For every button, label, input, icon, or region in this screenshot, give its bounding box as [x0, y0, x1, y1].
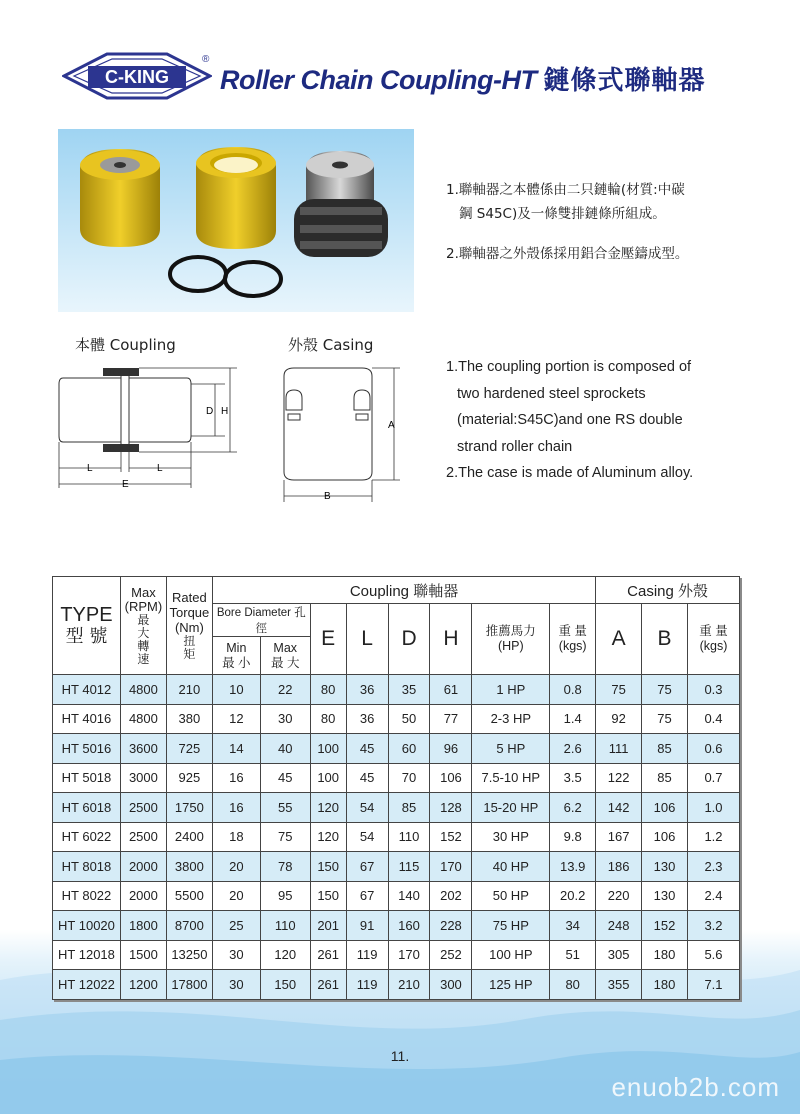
- title-en: Roller Chain Coupling-HT: [220, 65, 537, 95]
- col-bore: Bore Diameter 孔徑: [212, 604, 310, 637]
- table-row: [53, 704, 740, 734]
- notes-english: [446, 354, 693, 487]
- svg-text:C-KING: C-KING: [105, 67, 169, 87]
- table-cell: 2000: [120, 881, 166, 911]
- table-cell: 170: [388, 940, 430, 970]
- table-cell: 1.0: [687, 793, 739, 823]
- table-cell: 77: [430, 704, 472, 734]
- svg-text:L: L: [157, 463, 163, 474]
- table-cell: 152: [642, 911, 688, 941]
- table-cell: 20: [212, 881, 260, 911]
- table-cell: 34: [550, 911, 596, 941]
- table-cell: 54: [346, 793, 388, 823]
- table-cell: 180: [642, 970, 688, 1000]
- table-cell: 142: [596, 793, 642, 823]
- col-max: Max 最 大: [260, 637, 310, 675]
- table-cell: 0.7: [687, 763, 739, 793]
- table-cell: 1750: [166, 793, 212, 823]
- svg-text:A: A: [388, 420, 395, 431]
- table-cell: 14: [212, 734, 260, 764]
- table-cell: 2.4: [687, 881, 739, 911]
- table-cell: 2.6: [550, 734, 596, 764]
- table-cell: 2-3 HP: [472, 704, 550, 734]
- table-cell: HT 8022: [53, 881, 121, 911]
- col-E: E: [310, 604, 346, 675]
- svg-text:®: ®: [202, 54, 210, 65]
- col-A: A: [596, 604, 642, 675]
- table-cell: 16: [212, 763, 260, 793]
- table-cell: 125 HP: [472, 970, 550, 1000]
- table-cell: 119: [346, 970, 388, 1000]
- table-cell: 220: [596, 881, 642, 911]
- table-cell: 0.3: [687, 675, 739, 705]
- table-cell: 128: [430, 793, 472, 823]
- table-cell: 30: [260, 704, 310, 734]
- table-cell: 3600: [120, 734, 166, 764]
- table-cell: 140: [388, 881, 430, 911]
- casing-diagram: [268, 362, 408, 512]
- table-cell: 5500: [166, 881, 212, 911]
- svg-text:L: L: [87, 463, 93, 474]
- table-cell: 10: [212, 675, 260, 705]
- col-weight: 重 量 (kgs): [550, 604, 596, 675]
- table-cell: 210: [388, 970, 430, 1000]
- table-cell: HT 12022: [53, 970, 121, 1000]
- table-cell: 0.8: [550, 675, 596, 705]
- table-cell: 50: [388, 704, 430, 734]
- col-hp: 推薦馬力 (HP): [472, 604, 550, 675]
- table-cell: 5.6: [687, 940, 739, 970]
- table-cell: 25: [212, 911, 260, 941]
- table-cell: 150: [310, 881, 346, 911]
- table-row: [53, 911, 740, 941]
- table-cell: 5 HP: [472, 734, 550, 764]
- table-cell: 120: [310, 822, 346, 852]
- table-cell: HT 6022: [53, 822, 121, 852]
- svg-text:D: D: [206, 406, 214, 417]
- table-cell: 130: [642, 852, 688, 882]
- table-cell: 55: [260, 793, 310, 823]
- table-row: [53, 852, 740, 882]
- table-cell: 4800: [120, 675, 166, 705]
- table-cell: 60: [388, 734, 430, 764]
- table-cell: 201: [310, 911, 346, 941]
- table-cell: 380: [166, 704, 212, 734]
- table-cell: 305: [596, 940, 642, 970]
- casing-label: 外殼 Casing: [288, 336, 374, 354]
- table-cell: 30 HP: [472, 822, 550, 852]
- table-cell: 248: [596, 911, 642, 941]
- table-cell: 122: [596, 763, 642, 793]
- table-cell: 100 HP: [472, 940, 550, 970]
- table-cell: 100: [310, 763, 346, 793]
- table-cell: 1500: [120, 940, 166, 970]
- title-cn: 鏈條式聯軸器: [543, 66, 706, 96]
- table-cell: 30: [212, 970, 260, 1000]
- table-cell: 85: [388, 793, 430, 823]
- table-cell: 170: [430, 852, 472, 882]
- table-cell: 111: [596, 734, 642, 764]
- table-cell: 85: [642, 763, 688, 793]
- table-cell: 40: [260, 734, 310, 764]
- table-cell: 6.2: [550, 793, 596, 823]
- table-cell: 3.5: [550, 763, 596, 793]
- table-cell: HT 12018: [53, 940, 121, 970]
- table-cell: 16: [212, 793, 260, 823]
- table-cell: 22: [260, 675, 310, 705]
- table-cell: 252: [430, 940, 472, 970]
- notes-chinese: [446, 178, 688, 282]
- table-cell: 45: [346, 763, 388, 793]
- table-cell: 228: [430, 911, 472, 941]
- table-cell: 106: [642, 822, 688, 852]
- table-cell: 150: [260, 970, 310, 1000]
- table-cell: 75: [642, 704, 688, 734]
- table-cell: 80: [310, 675, 346, 705]
- note-cn-1b: 鋼 S45C)及一條雙排鏈條所組成。: [459, 206, 666, 222]
- note-en-3: (material:S45C)and one RS double: [457, 412, 683, 428]
- col-coupling: Coupling 聯軸器: [212, 577, 595, 604]
- table-cell: 2.3: [687, 852, 739, 882]
- table-cell: 1200: [120, 970, 166, 1000]
- table-cell: 110: [260, 911, 310, 941]
- table-cell: 36: [346, 704, 388, 734]
- table-cell: 96: [430, 734, 472, 764]
- table-cell: 355: [596, 970, 642, 1000]
- table-cell: 120: [310, 793, 346, 823]
- table-cell: 210: [166, 675, 212, 705]
- table-cell: 67: [346, 852, 388, 882]
- table-cell: HT 6018: [53, 793, 121, 823]
- note-cn-1a: 1.聯軸器之本體係由二只鏈輪(材質:中碳: [446, 182, 685, 198]
- table-cell: 30: [212, 940, 260, 970]
- note-en-1: 1.The coupling portion is composed of: [446, 359, 692, 375]
- table-cell: HT 5018: [53, 763, 121, 793]
- table-cell: 1.4: [550, 704, 596, 734]
- table-cell: HT 4016: [53, 704, 121, 734]
- table-cell: 130: [642, 881, 688, 911]
- table-row: [53, 734, 740, 764]
- col-rated-torque: Rated Torque (Nm) 扭 矩: [166, 577, 212, 675]
- table-cell: 80: [310, 704, 346, 734]
- table-cell: 150: [310, 852, 346, 882]
- table-cell: 95: [260, 881, 310, 911]
- table-cell: 2400: [166, 822, 212, 852]
- table-cell: 75: [596, 675, 642, 705]
- table-cell: 3000: [120, 763, 166, 793]
- product-photo: [58, 129, 414, 312]
- table-cell: 36: [346, 675, 388, 705]
- col-min: Min 最 小: [212, 637, 260, 675]
- note-cn-2: 2.聯軸器之外殼係採用鋁合金壓鑄成型。: [446, 246, 689, 262]
- col-L: L: [346, 604, 388, 675]
- table-cell: 13.9: [550, 852, 596, 882]
- table-cell: 106: [430, 763, 472, 793]
- note-en-5: 2.The case is made of Aluminum alloy.: [446, 465, 694, 481]
- table-cell: 67: [346, 881, 388, 911]
- page-title: [220, 60, 706, 97]
- table-cell: 75 HP: [472, 911, 550, 941]
- table-cell: 20.2: [550, 881, 596, 911]
- note-en-4: strand roller chain: [457, 438, 573, 455]
- col-weight-casing: 重 量 (kgs): [687, 604, 739, 675]
- table-row: [53, 822, 740, 852]
- table-cell: 0.4: [687, 704, 739, 734]
- table-cell: HT 8018: [53, 852, 121, 882]
- table-cell: 45: [346, 734, 388, 764]
- table-row: [53, 881, 740, 911]
- table-cell: HT 5016: [53, 734, 121, 764]
- table-cell: 725: [166, 734, 212, 764]
- table-cell: 50 HP: [472, 881, 550, 911]
- table-cell: 2500: [120, 793, 166, 823]
- table-cell: 92: [596, 704, 642, 734]
- table-cell: 1.2: [687, 822, 739, 852]
- table-cell: 925: [166, 763, 212, 793]
- table-row: [53, 793, 740, 823]
- table-cell: 1800: [120, 911, 166, 941]
- table-cell: 78: [260, 852, 310, 882]
- table-cell: 202: [430, 881, 472, 911]
- table-cell: 85: [642, 734, 688, 764]
- table-cell: 75: [642, 675, 688, 705]
- table-cell: HT 4012: [53, 675, 121, 705]
- table-cell: 0.6: [687, 734, 739, 764]
- table-cell: 80: [550, 970, 596, 1000]
- watermark: enuob2b.com: [611, 1072, 780, 1102]
- table-cell: 167: [596, 822, 642, 852]
- coupling-label: 本體 Coupling: [75, 336, 176, 354]
- spec-table-body: [53, 675, 740, 1000]
- table-cell: 110: [388, 822, 430, 852]
- table-cell: 70: [388, 763, 430, 793]
- col-H: H: [430, 604, 472, 675]
- note-en-2: two hardened steel sprockets: [457, 385, 646, 402]
- col-B: B: [642, 604, 688, 675]
- table-row: [53, 940, 740, 970]
- table-cell: 186: [596, 852, 642, 882]
- table-cell: 40 HP: [472, 852, 550, 882]
- table-cell: 15-20 HP: [472, 793, 550, 823]
- table-cell: 18: [212, 822, 260, 852]
- table-row: [53, 970, 740, 1000]
- table-cell: 100: [310, 734, 346, 764]
- table-cell: 160: [388, 911, 430, 941]
- table-cell: 13250: [166, 940, 212, 970]
- table-cell: HT 10020: [53, 911, 121, 941]
- table-cell: 17800: [166, 970, 212, 1000]
- table-cell: 8700: [166, 911, 212, 941]
- col-D: D: [388, 604, 430, 675]
- coupling-diagram: [55, 360, 245, 495]
- svg-text:E: E: [122, 479, 129, 490]
- col-type: TYPE 型 號: [53, 577, 121, 675]
- svg-text:B: B: [324, 491, 331, 502]
- table-cell: 7.1: [687, 970, 739, 1000]
- table-cell: 3800: [166, 852, 212, 882]
- table-cell: 180: [642, 940, 688, 970]
- table-cell: 152: [430, 822, 472, 852]
- table-cell: 261: [310, 970, 346, 1000]
- page-number: 11.: [390, 1048, 410, 1064]
- table-cell: 120: [260, 940, 310, 970]
- table-cell: 119: [346, 940, 388, 970]
- table-cell: 12: [212, 704, 260, 734]
- spec-table: [52, 576, 740, 1000]
- table-cell: 1 HP: [472, 675, 550, 705]
- table-cell: 9.8: [550, 822, 596, 852]
- table-cell: 300: [430, 970, 472, 1000]
- table-cell: 2500: [120, 822, 166, 852]
- table-cell: 4800: [120, 704, 166, 734]
- table-cell: 54: [346, 822, 388, 852]
- table-row: [53, 675, 740, 705]
- table-cell: 7.5-10 HP: [472, 763, 550, 793]
- table-cell: 3.2: [687, 911, 739, 941]
- table-cell: 35: [388, 675, 430, 705]
- table-cell: 51: [550, 940, 596, 970]
- table-cell: 75: [260, 822, 310, 852]
- table-cell: 20: [212, 852, 260, 882]
- svg-text:H: H: [221, 406, 229, 417]
- col-max-rpm: Max (RPM) 最 大 轉 速: [120, 577, 166, 675]
- table-cell: 45: [260, 763, 310, 793]
- table-cell: 91: [346, 911, 388, 941]
- c-king-logo: [62, 52, 212, 100]
- table-row: [53, 763, 740, 793]
- table-cell: 115: [388, 852, 430, 882]
- table-cell: 2000: [120, 852, 166, 882]
- col-casing: Casing 外殼: [596, 577, 740, 604]
- table-cell: 61: [430, 675, 472, 705]
- table-cell: 261: [310, 940, 346, 970]
- table-cell: 106: [642, 793, 688, 823]
